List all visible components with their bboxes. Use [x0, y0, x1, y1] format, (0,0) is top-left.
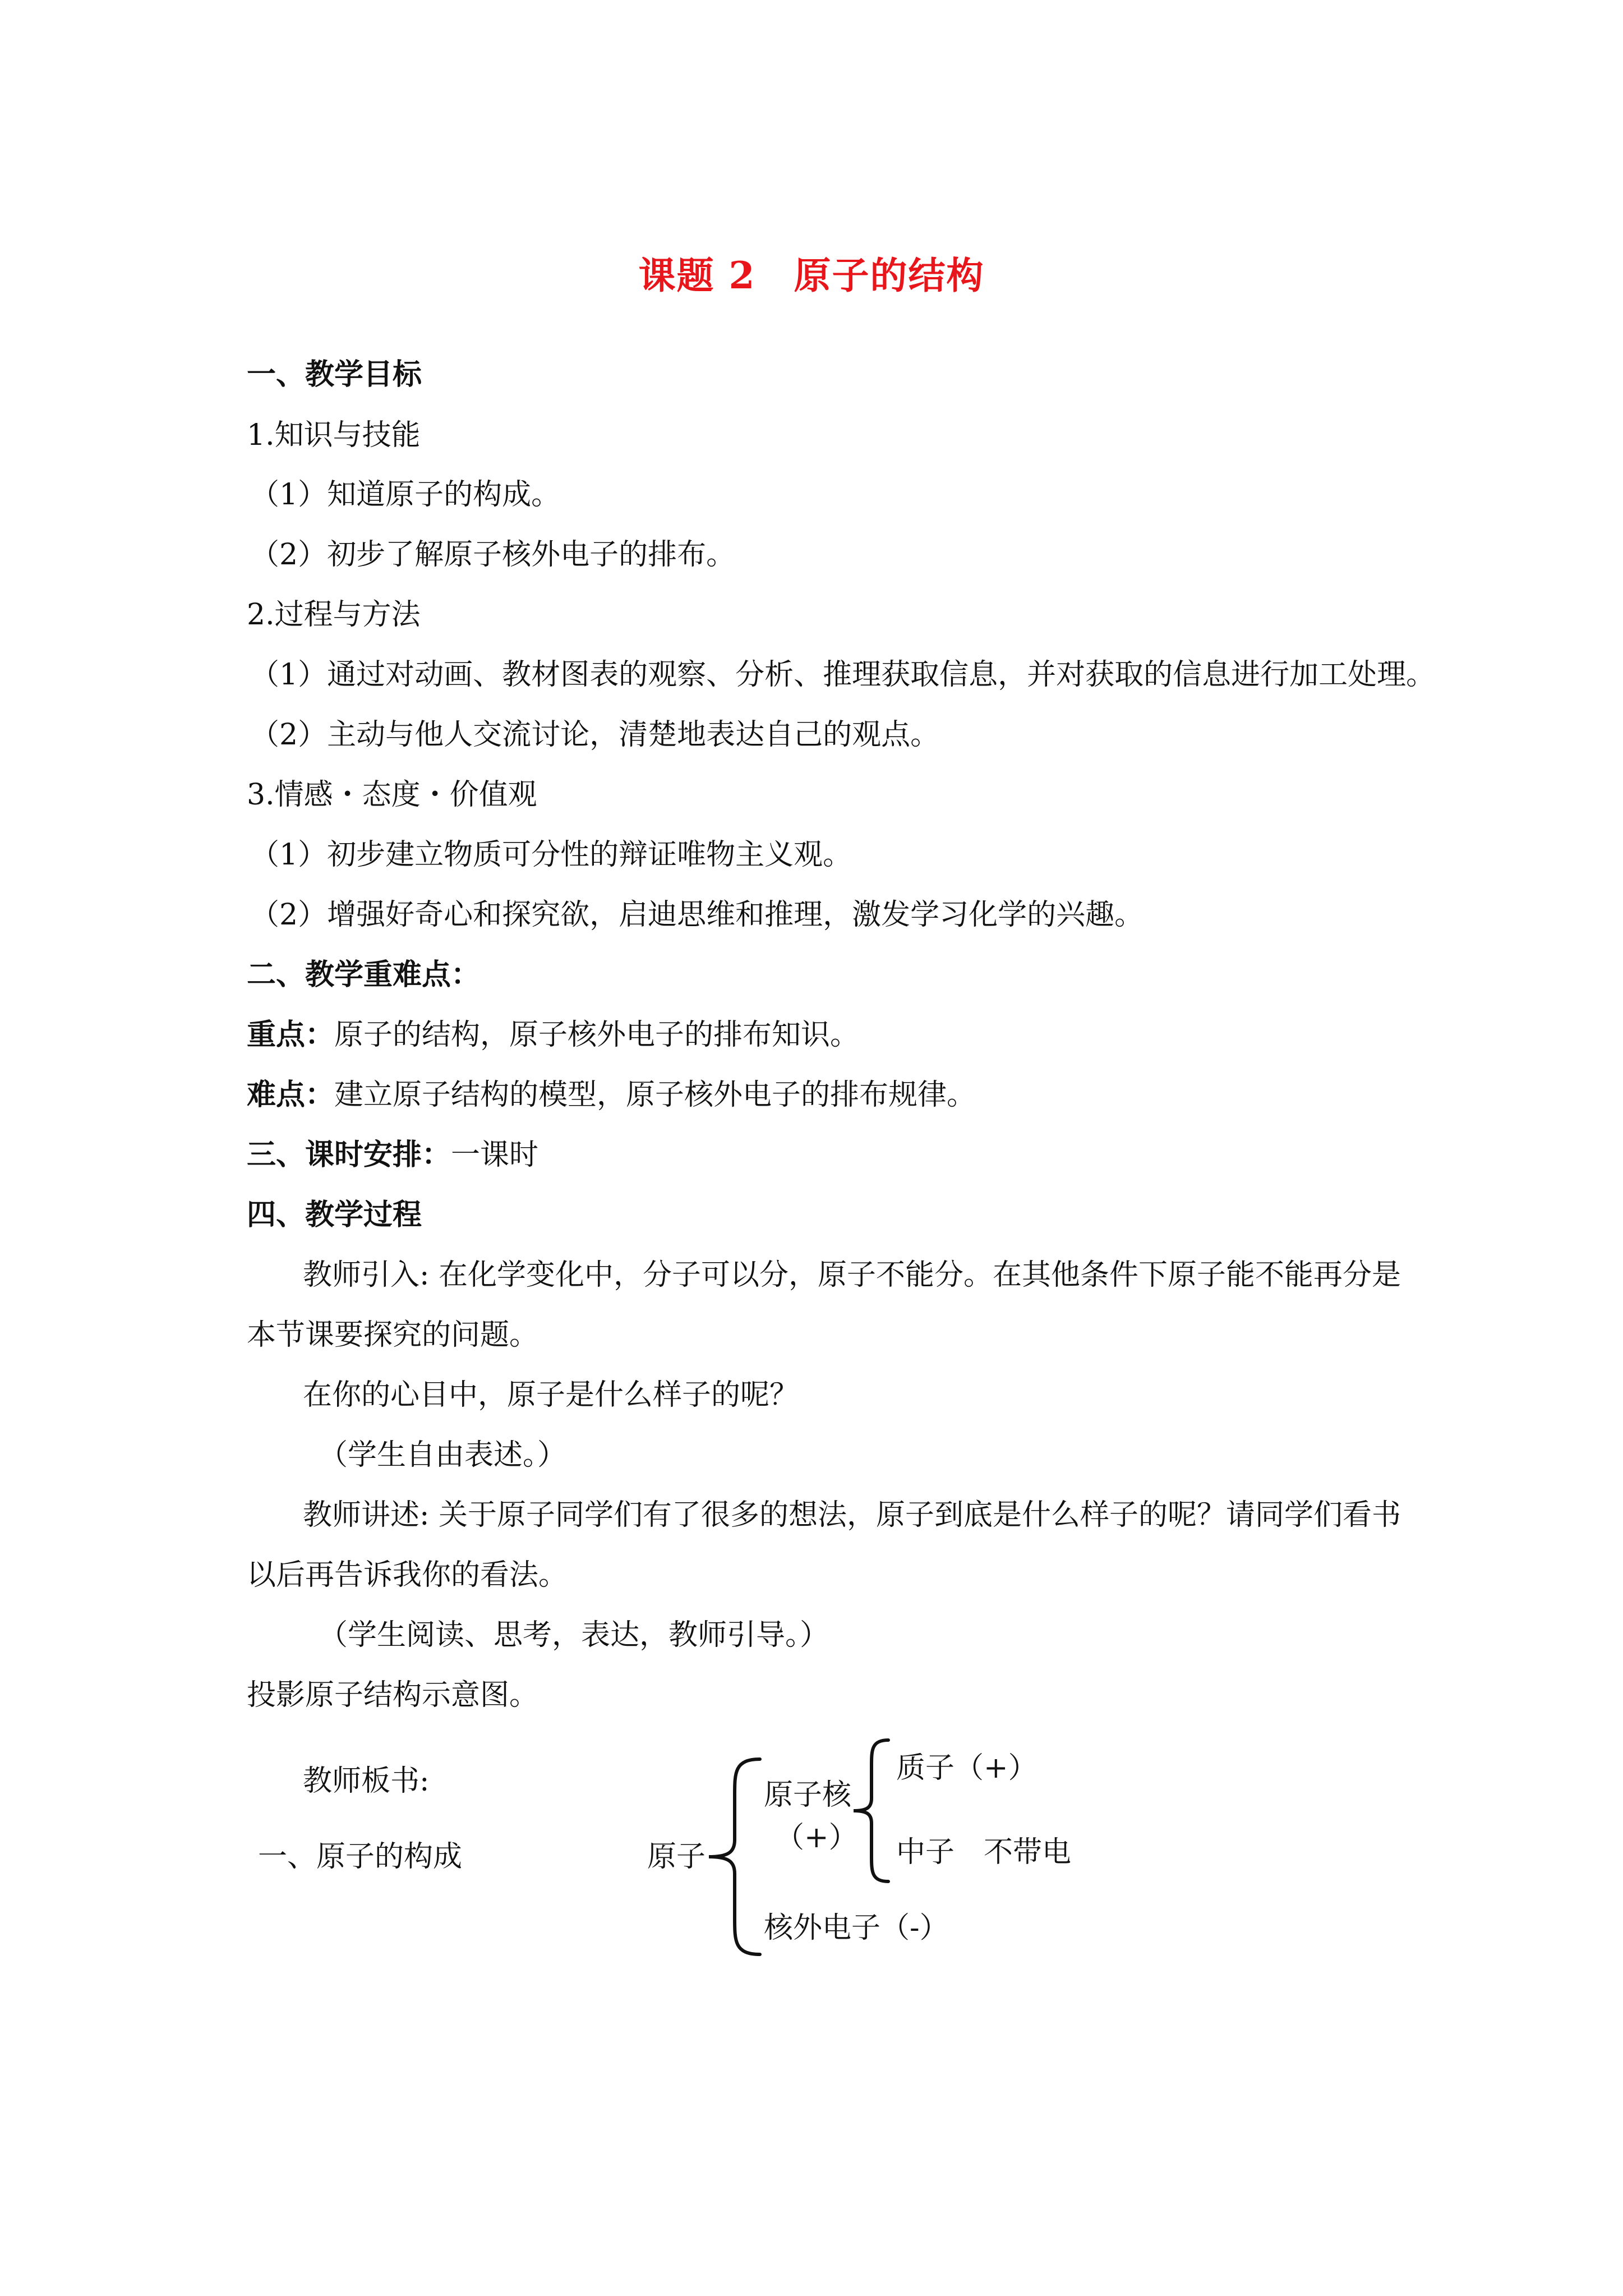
subheading-attitude: 3.情感・态度・价值观 — [247, 778, 537, 812]
subheading-knowledge: 1.知识与技能 — [247, 418, 421, 452]
section-heading-process: 四、教学过程 — [247, 1198, 422, 1232]
section-heading-schedule: 三、课时安排： — [247, 1138, 451, 1172]
paragraph-student-activity: （学生阅读、思考，表达，教师引导。） — [319, 1618, 829, 1652]
list-item: （2）初步了解原子核外电子的排布。 — [250, 538, 736, 572]
section-heading-objectives: 一、教学目标 — [247, 357, 422, 392]
diagram-nucleus-label: 原子核 — [764, 1778, 852, 1812]
board-heading: 一、原子的构成 — [258, 1840, 463, 1874]
page-title: 课题 2 原子的结构 — [638, 254, 985, 297]
paragraph-intro-line1: 教师引入: 在化学变化中，分子可以分，原子不能分。在其他条件下原子能不能再分是 — [303, 1258, 1401, 1292]
schedule-line — [247, 1137, 538, 1173]
difficult-point-line — [247, 1077, 976, 1113]
paragraph-explain-line1: 教师讲述: 关于原子同学们有了很多的想法，原子到底是什么样子的呢？请同学们看书 — [303, 1498, 1401, 1532]
paragraph-projection: 投影原子结构示意图。 — [247, 1678, 539, 1712]
diagram-atom-label: 原子 — [647, 1840, 706, 1874]
paragraph-question: 在你的心目中，原子是什么样子的呢？ — [303, 1378, 799, 1412]
key-point-line — [247, 1017, 859, 1053]
diagram-proton-label: 质子（+） — [896, 1751, 1038, 1785]
key-point-text: 原子的结构，原子核外电子的排布知识。 — [334, 1018, 860, 1052]
diagram-neutron-label: 中子 不带电 — [896, 1835, 1072, 1869]
list-item: （2）主动与他人交流讨论，清楚地表达自己的观点。 — [250, 718, 940, 752]
difficult-point-text: 建立原子结构的模型，原子核外电子的排布规律。 — [334, 1078, 976, 1112]
board-label: 教师板书: — [303, 1764, 430, 1798]
paragraph-explain-line2: 以后再告诉我你的看法。 — [247, 1558, 568, 1592]
list-item: （1）知道原子的构成。 — [250, 478, 561, 512]
paragraph-student-response: （学生自由表述。） — [319, 1438, 567, 1472]
diagram-nucleus-charge: （+） — [775, 1821, 858, 1855]
large-brace — [701, 1756, 768, 1958]
section-heading-key-points: 二、教学重难点： — [247, 958, 481, 992]
paragraph-intro-line2: 本节课要探究的问题。 — [247, 1318, 539, 1352]
diagram-electron-label: 核外电子（-） — [764, 1911, 949, 1945]
subheading-process: 2.过程与方法 — [247, 598, 421, 632]
difficult-point-label: 难点： — [247, 1078, 335, 1112]
small-brace — [848, 1738, 893, 1884]
schedule-text: 一课时 — [451, 1138, 539, 1172]
key-point-label: 重点： — [247, 1018, 335, 1052]
list-item: （2）增强好奇心和探究欲，启迪思维和推理，激发学习化学的兴趣。 — [250, 898, 1144, 932]
list-item: （1）通过对动画、教材图表的观察、分析、推理获取信息，并对获取的信息进行加工处理。 — [250, 658, 1436, 692]
list-item: （1）初步建立物质可分性的辩证唯物主义观。 — [250, 838, 852, 872]
